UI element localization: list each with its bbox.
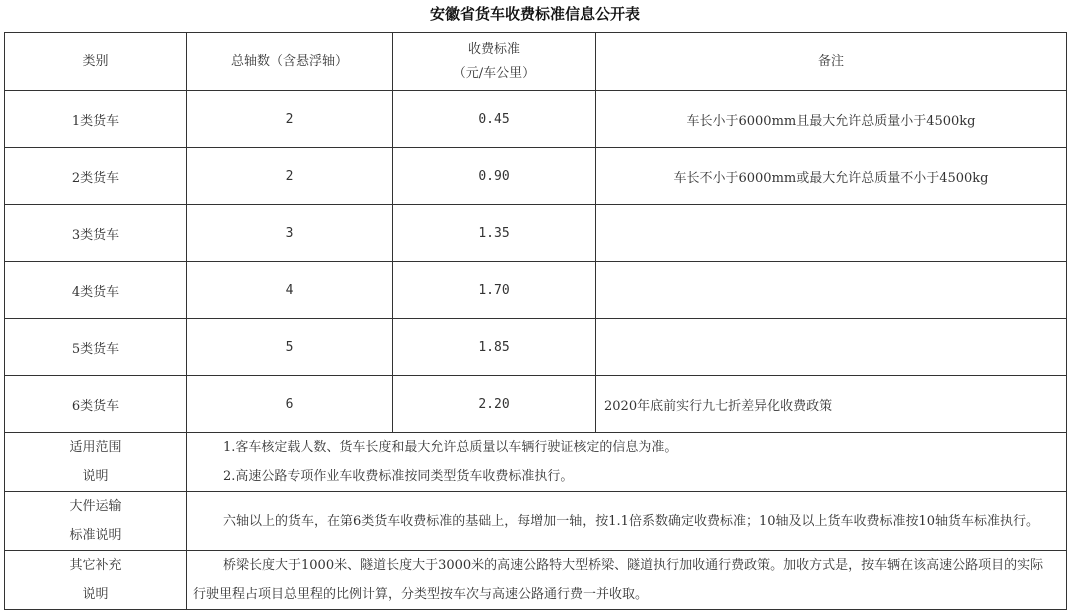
scope-line-1: 1.客车核定载人数、货车长度和最大允许总质量以车辆行驶证核定的信息为准。: [223, 440, 678, 455]
explanation-row-scope: [5, 433, 1067, 492]
scope-label: [5, 433, 187, 492]
cell-rate: 1.85: [393, 319, 596, 376]
cell-axles: 6: [187, 376, 393, 433]
cell-remark: 车长不小于6000mm或最大允许总质量不小于4500kg: [596, 148, 1067, 205]
cell-remark: [596, 205, 1067, 262]
cell-axles: 4: [187, 262, 393, 319]
header-rate-line2: （元/车公里）: [452, 65, 536, 81]
table-row: [5, 262, 1067, 319]
cell-rate: 0.90: [393, 148, 596, 205]
scope-content: [187, 433, 1067, 492]
page-title: 安徽省货车收费标准信息公开表: [429, 5, 640, 23]
cell-category: 4类货车: [5, 262, 187, 319]
table-row: [5, 319, 1067, 376]
other-content: [187, 551, 1067, 610]
oversize-content: [187, 492, 1067, 551]
other-label-line1: 其它补充: [69, 558, 122, 573]
header-row: [5, 33, 1067, 91]
oversize-label: [5, 492, 187, 551]
scope-label-line1: 适用范围: [69, 440, 122, 455]
cell-axles: 2: [187, 91, 393, 148]
cell-rate: 1.35: [393, 205, 596, 262]
table-row: [5, 376, 1067, 433]
cell-category: 6类货车: [5, 376, 187, 433]
other-label: [5, 551, 187, 610]
scope-label-line2: 说明: [82, 469, 109, 484]
scope-line-2: 2.高速公路专项作业车收费标准按同类型货车收费标准执行。: [223, 469, 574, 484]
cell-remark: 2020年底前实行九七折差异化收费政策: [596, 376, 1067, 433]
cell-axles: 2: [187, 148, 393, 205]
header-rate: [393, 33, 596, 91]
fee-table: [4, 32, 1067, 610]
cell-remark: [596, 319, 1067, 376]
cell-axles: 3: [187, 205, 393, 262]
cell-category: 3类货车: [5, 205, 187, 262]
cell-remark: [596, 262, 1067, 319]
header-remark: 备注: [596, 33, 1067, 91]
header-category: 类别: [5, 33, 187, 91]
cell-rate: 1.70: [393, 262, 596, 319]
oversize-text: 六轴以上的货车，在第6类货车收费标准的基础上，每增加一轴，按1.1倍系数确定收费标准；10轴及以上货车收费标准按10轴货车标准执行。: [223, 513, 1040, 529]
table-row: [5, 91, 1067, 148]
cell-axles: 5: [187, 319, 393, 376]
explanation-row-other: [5, 551, 1067, 610]
cell-rate: 2.20: [393, 376, 596, 433]
other-text: 桥梁长度大于1000米、隧道长度大于3000米的高速公路特大型桥梁、隧道执行加收通行费政策。加收方式是，按车辆在该高速公路项目的实际行驶里程占项目总里程的比例计算，分类型按车次与高速公路通行费一并收取。: [193, 558, 1044, 602]
header-rate-line1: 收费标准: [467, 41, 520, 57]
oversize-label-line1: 大件运输: [69, 499, 122, 514]
cell-remark: 车长小于6000mm且最大允许总质量小于4500kg: [596, 91, 1067, 148]
other-label-line2: 说明: [82, 587, 109, 602]
cell-category: 1类货车: [5, 91, 187, 148]
cell-rate: 0.45: [393, 91, 596, 148]
header-axles: 总轴数（含悬浮轴）: [187, 33, 393, 91]
table-row: [5, 205, 1067, 262]
explanation-row-oversize: [5, 492, 1067, 551]
cell-category: 5类货车: [5, 319, 187, 376]
table-row: [5, 148, 1067, 205]
cell-category: 2类货车: [5, 148, 187, 205]
oversize-label-line2: 标准说明: [69, 528, 122, 543]
